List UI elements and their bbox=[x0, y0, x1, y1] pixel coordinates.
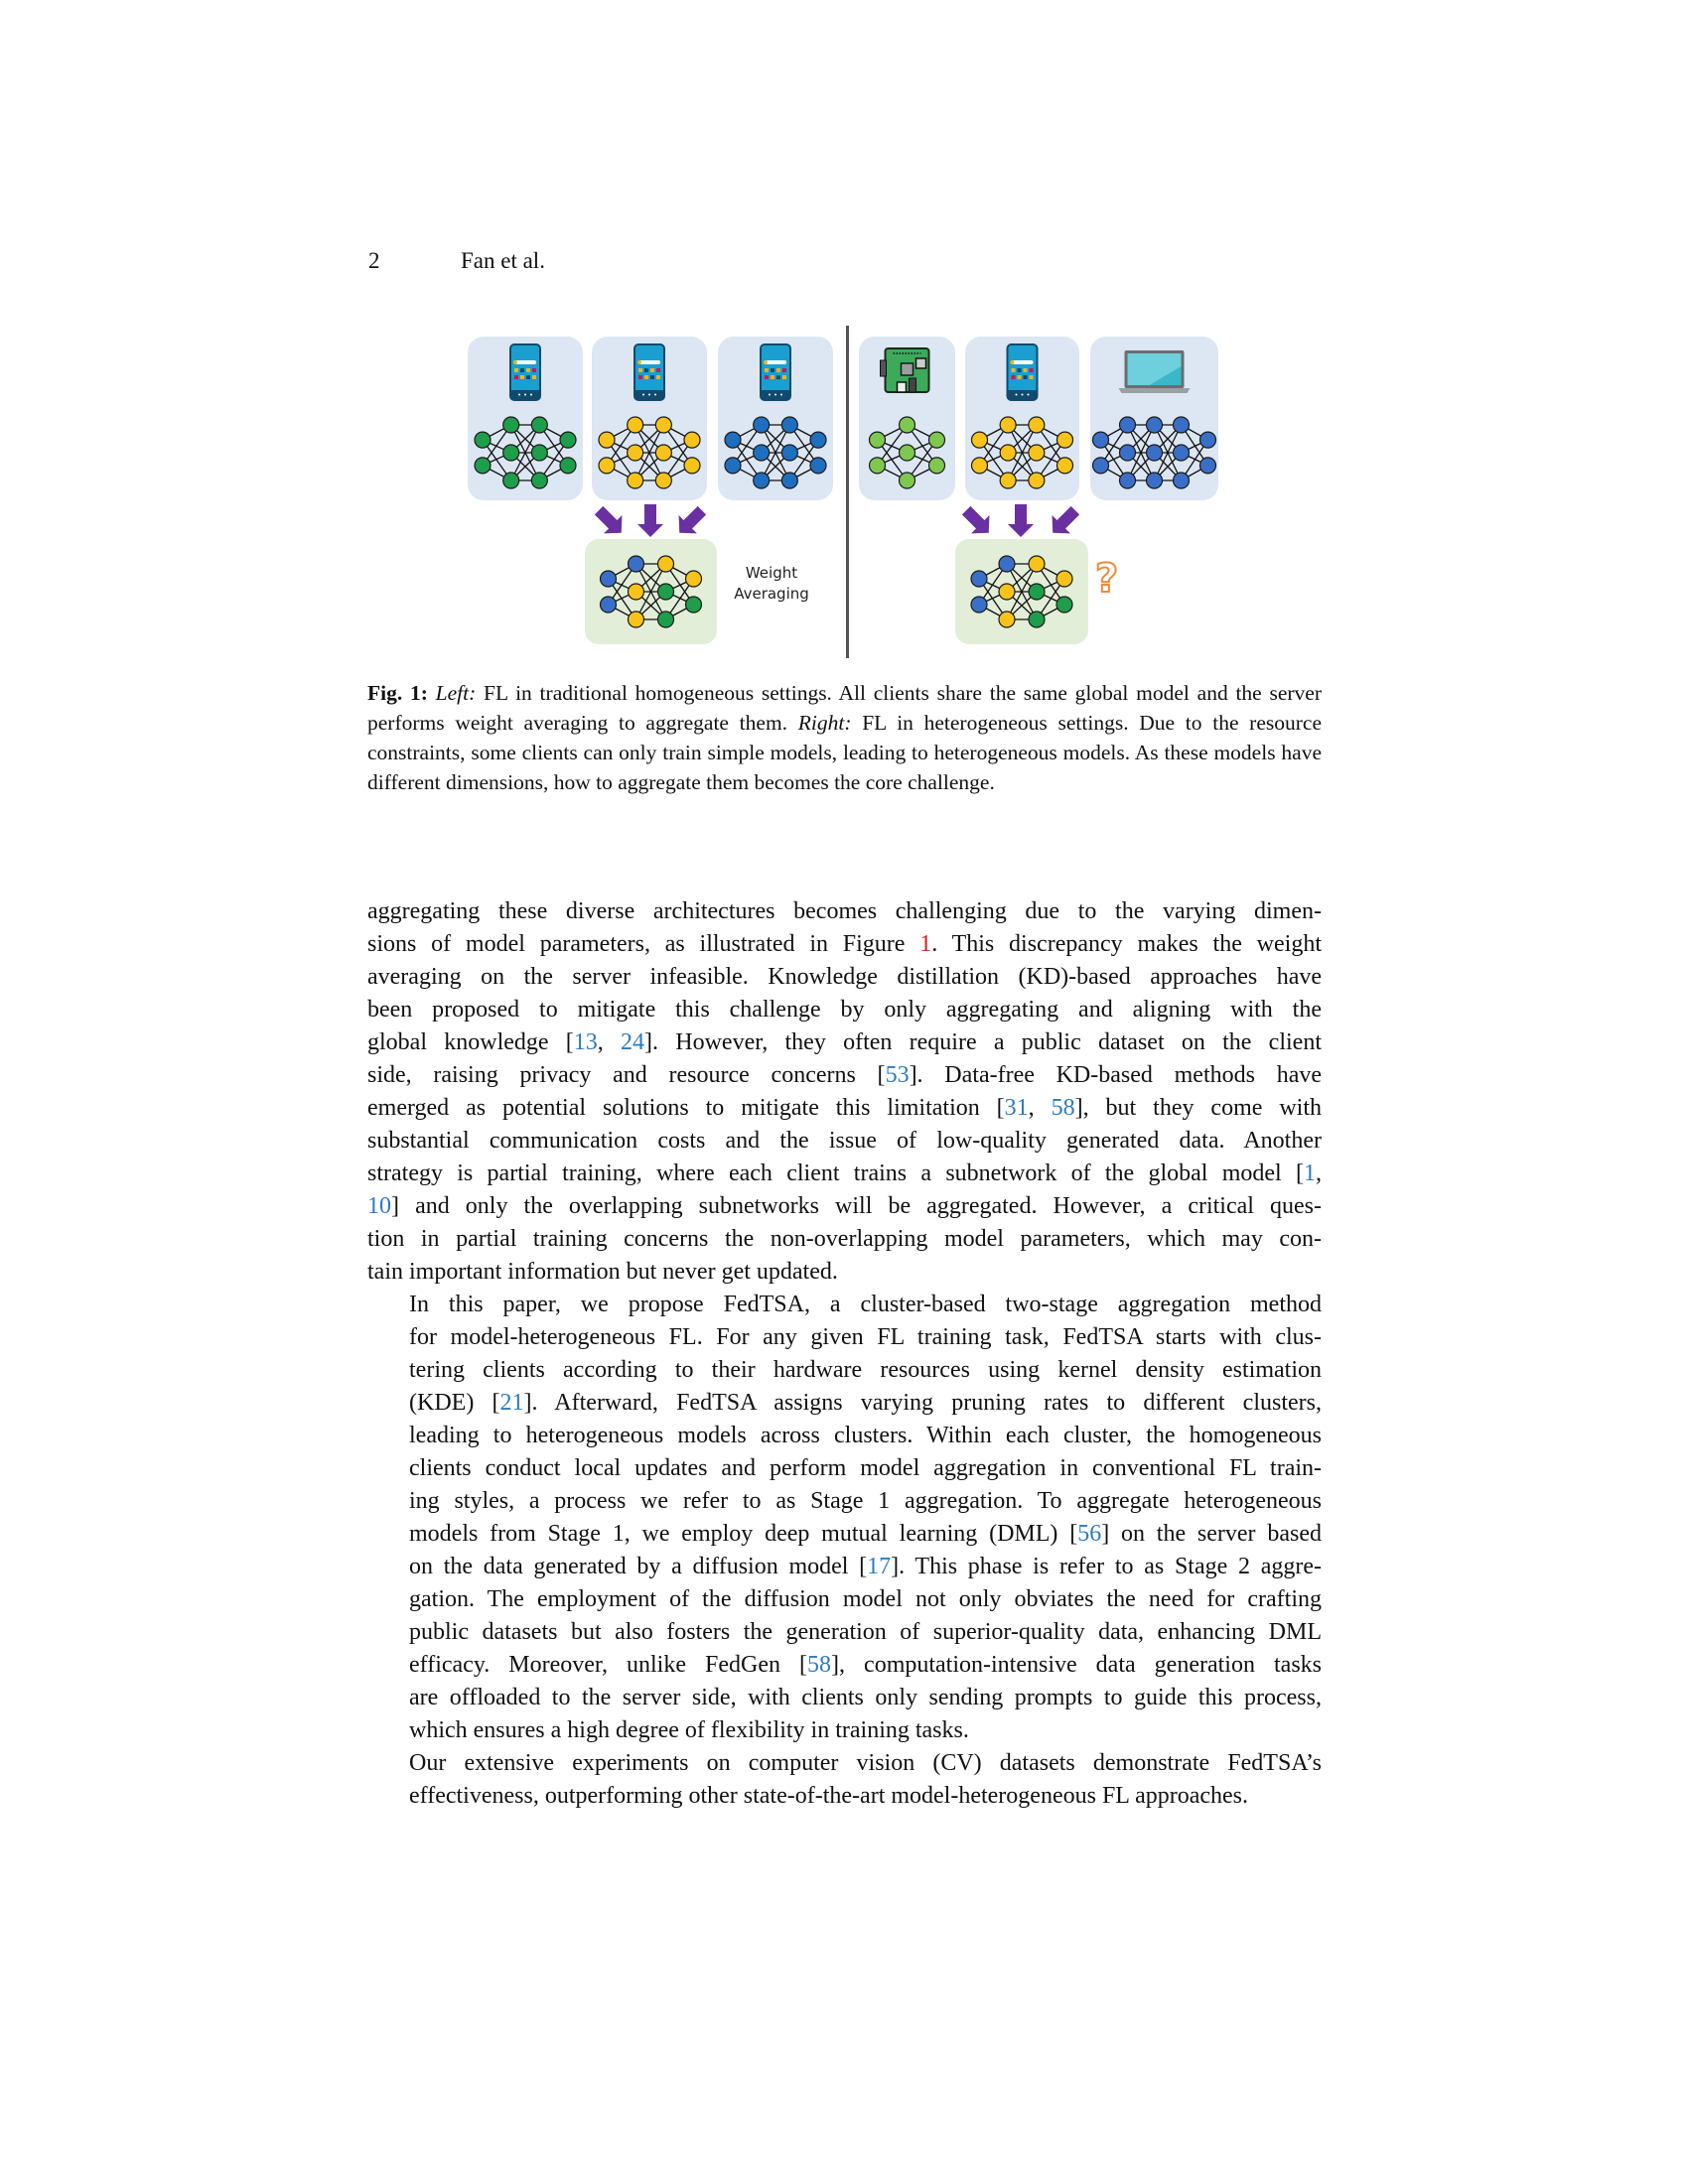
figure-divider bbox=[846, 326, 849, 658]
raspberry-pi-icon bbox=[881, 348, 929, 392]
caption-left-tag: Left: bbox=[435, 681, 477, 705]
text-line: efficacy. Moreover, unlike FedGen [58], computation-intensive data generation tasks bbox=[409, 1652, 1322, 1678]
smartphone-icon bbox=[761, 344, 790, 400]
caption-right-text: FL in heterogeneous settings. Due to the resource constraints, some clients can only train simple models, leading to heterogeneous models. As these models have different dimensions, how to aggregate them becomes the core challenge. bbox=[367, 711, 1322, 794]
text-line: ing styles, a process we refer to as Stage 1 aggregation. To aggregate heterogeneous bbox=[409, 1488, 1322, 1514]
weight-averaging-line1: Weight bbox=[745, 564, 798, 582]
client-graphic bbox=[718, 337, 833, 500]
question-mark-icon: ? bbox=[1095, 556, 1119, 602]
smartphone-icon bbox=[510, 344, 540, 400]
client-graphic bbox=[965, 337, 1079, 500]
client-graphic bbox=[859, 337, 955, 500]
client-box-left-2 bbox=[592, 337, 707, 500]
text-line: In this paper, we propose FedTSA, a cluster-based two-stage aggregation method bbox=[409, 1292, 1322, 1317]
text-line: been proposed to mitigate this challenge by only aggregating and aligning with the bbox=[367, 997, 1322, 1023]
citation-link[interactable]: 56 bbox=[1077, 1521, 1102, 1547]
text-line: gation. The employment of the diffusion model not only obviates the need for crafting bbox=[409, 1586, 1322, 1612]
text-line: public datasets but also fosters the generation of superior-quality data, enhancing DML bbox=[409, 1619, 1322, 1645]
text-line: Our extensive experiments on computer vision (CV) datasets demonstrate FedTSA’s bbox=[409, 1750, 1322, 1776]
text-line: global knowledge [13, 24]. However, they often require a public dataset on the client bbox=[367, 1029, 1322, 1055]
smartphone-icon bbox=[1008, 344, 1038, 400]
citation-link[interactable]: 17 bbox=[867, 1554, 892, 1579]
aggregated-model-left bbox=[585, 539, 717, 644]
text-line: aggregating these diverse architectures becomes challenging due to the varying dimen- bbox=[367, 898, 1322, 924]
text-line: 10] and only the overlapping subnetworks will be aggregated. However, a critical ques- bbox=[367, 1193, 1322, 1219]
caption-label: Fig. 1: bbox=[367, 681, 428, 705]
laptop-icon bbox=[1119, 350, 1191, 393]
text-line: models from Stage 1, we employ deep mutual learning (DML) [56] on the server based bbox=[409, 1521, 1322, 1547]
citation-link[interactable]: 53 bbox=[885, 1062, 910, 1088]
caption-right-tag: Right: bbox=[797, 711, 852, 735]
citation-link[interactable]: 58 bbox=[1051, 1095, 1075, 1121]
text-line: (KDE) [21]. Afterward, FedTSA assigns varying pruning rates to different clusters, bbox=[409, 1390, 1322, 1416]
text-line: for model-heterogeneous FL. For any given FL training task, FedTSA starts with clus- bbox=[409, 1324, 1322, 1350]
client-graphic bbox=[592, 337, 707, 500]
body-text bbox=[367, 895, 1322, 1813]
paragraph-2 bbox=[367, 1289, 1322, 1747]
text-line: on the data generated by a diffusion model [17]. This phase is refer to as Stage 2 aggre- bbox=[409, 1554, 1322, 1579]
client-box-right-2 bbox=[965, 337, 1079, 500]
client-graphic bbox=[468, 337, 583, 500]
citation-link[interactable]: 24 bbox=[621, 1029, 645, 1055]
citation-link[interactable]: 10 bbox=[367, 1193, 391, 1219]
citation-link[interactable]: 58 bbox=[807, 1652, 832, 1678]
text-line: emerged as potential solutions to mitigate this limitation [31, 58], but they come with bbox=[367, 1095, 1323, 1121]
citation-link[interactable]: 31 bbox=[1004, 1095, 1029, 1121]
paragraph-1 bbox=[367, 895, 1322, 1289]
text-line: effectiveness, outperforming other state-of-the-art model-heterogeneous FL approaches. bbox=[409, 1783, 1249, 1809]
running-head-authors: Fan et al. bbox=[461, 248, 545, 273]
text-line: leading to heterogeneous models across clusters. Within each cluster, the homogeneous bbox=[409, 1423, 1322, 1448]
client-box-left-1 bbox=[468, 337, 583, 500]
text-line: which ensures a high degree of flexibility in training tasks. bbox=[409, 1717, 969, 1743]
text-line: tion in partial training concerns the non-overlapping model parameters, which may con- bbox=[367, 1226, 1322, 1252]
figure-caption bbox=[367, 678, 1322, 797]
caption-left-text: FL in traditional homogeneous settings. All clients share the same global model and the server performs weight averaging to aggregate them. bbox=[367, 681, 1322, 735]
text-line: are offloaded to the server side, with clients only sending prompts to guide this process, bbox=[409, 1685, 1322, 1710]
figure-1 bbox=[462, 323, 1226, 660]
aggregated-network-icon bbox=[585, 539, 717, 644]
citation-link[interactable]: 1 bbox=[1304, 1160, 1316, 1186]
arrows-layer bbox=[462, 499, 1226, 541]
citation-link[interactable]: 13 bbox=[573, 1029, 598, 1055]
text-line: side, raising privacy and resource concerns [53]. Data-free KD-based methods have bbox=[367, 1062, 1322, 1088]
smartphone-icon bbox=[634, 344, 664, 400]
text-line: substantial communication costs and the issue of low-quality generated data. Another bbox=[367, 1128, 1322, 1154]
aggregated-network-icon bbox=[955, 539, 1088, 644]
text-line: sions of model parameters, as illustrated in Figure 1. This discrepancy makes the weight bbox=[367, 931, 1322, 957]
weight-averaging-label bbox=[732, 563, 811, 605]
text-line: strategy is partial training, where each client trains a subnetwork of the global model [1, bbox=[367, 1160, 1322, 1186]
text-line: tain important information but never get updated. bbox=[367, 1259, 838, 1285]
client-box-right-3 bbox=[1090, 337, 1218, 500]
client-box-left-3 bbox=[718, 337, 833, 500]
client-box-right-1 bbox=[859, 337, 955, 500]
paragraph-3 bbox=[367, 1747, 1322, 1813]
client-graphic bbox=[1090, 337, 1218, 500]
citation-link[interactable]: 21 bbox=[499, 1390, 524, 1416]
weight-averaging-line2: Averaging bbox=[734, 585, 809, 603]
text-line: averaging on the server infeasible. Knowledge distillation (KD)-based approaches have bbox=[367, 964, 1322, 990]
figure-ref-link[interactable]: 1 bbox=[919, 931, 932, 957]
text-line: clients conduct local updates and perform model aggregation in conventional FL train- bbox=[409, 1455, 1322, 1481]
arrow-icons bbox=[590, 501, 1084, 541]
page-number: 2 bbox=[368, 248, 380, 273]
text-line: tering clients according to their hardware resources using kernel density estimation bbox=[409, 1357, 1322, 1383]
aggregated-model-right bbox=[955, 539, 1088, 644]
